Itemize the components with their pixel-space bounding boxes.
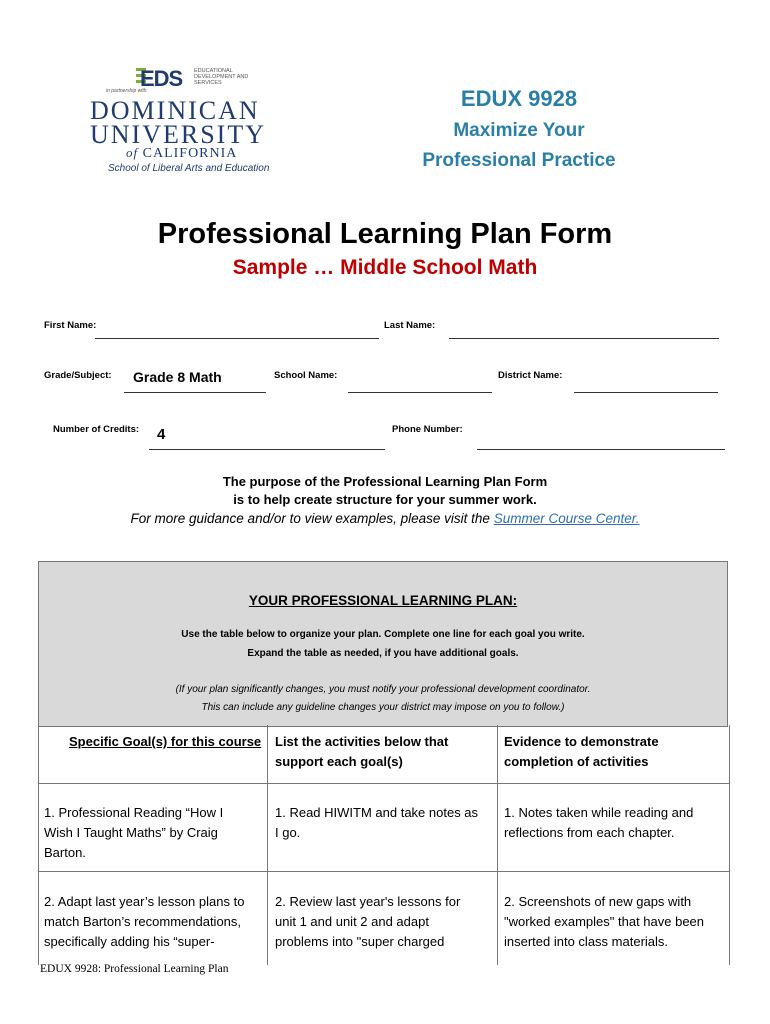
guidance-prefix: For more guidance and/or to view examples, please visit the (130, 511, 494, 526)
table-row-2-goal[interactable] (44, 892, 266, 952)
last-name-label: Last Name: (384, 320, 436, 331)
table-row-divider-1 (39, 783, 729, 784)
phone-label: Phone Number: (392, 424, 463, 435)
plan-heading: YOUR PROFESSIONAL LEARNING PLAN: (248, 593, 518, 608)
logo-of: of (126, 145, 139, 160)
cell-text: inserted into class materials. (504, 934, 669, 949)
course-code: EDUX 9928 (460, 86, 578, 111)
district-name-field[interactable] (574, 392, 718, 393)
credits-field[interactable] (149, 449, 385, 450)
cell-text: "worked examples" that have been (504, 914, 705, 929)
cell-text: 2. Adapt last year’s lesson plans to (44, 894, 245, 909)
grade-subject-field[interactable] (124, 392, 266, 393)
form-subtitle: Sample … Middle School Math (232, 256, 538, 279)
cell-text: 2. Screenshots of new gaps with (504, 894, 692, 909)
table-col-divider-1 (267, 725, 268, 965)
logo-california: CALIFORNIA (142, 146, 238, 161)
table-row-2-evidence[interactable] (504, 892, 726, 952)
cell-text: unit 1 and unit 2 and adapt (275, 914, 429, 929)
table-row-divider-2 (39, 871, 729, 872)
page-footer: EDUX 9928: Professional Learning Plan (40, 963, 229, 975)
eds-logo-subtext: EDUCATIONAL DEVELOPMENT AND SERVICES (194, 68, 249, 86)
summer-course-center-link[interactable]: Summer Course Center. (493, 511, 640, 526)
eds-logo-text: EDS (140, 66, 183, 91)
table-header-evidence (504, 732, 659, 772)
credits-label: Number of Credits: (53, 424, 140, 435)
table-header-activities-line1: List the activities below that (275, 734, 449, 749)
cell-text: match Barton’s recommendations, (44, 914, 242, 929)
table-header-activities-line2: support each goal(s) (275, 754, 403, 769)
plan-note-2: This can include any guideline changes your district may impose on you to follow.) (201, 702, 565, 713)
cell-text: 1. Notes taken while reading and (504, 805, 694, 820)
school-name-field[interactable] (348, 392, 492, 393)
logo-line-university: UNIVERSITY (90, 120, 266, 149)
table-row-1-goal[interactable] (44, 803, 264, 863)
course-name-line1: Maximize Your (453, 120, 585, 141)
last-name-field[interactable] (449, 338, 719, 339)
credits-value[interactable]: 4 (157, 426, 166, 443)
guidance-text (0, 511, 770, 526)
logo-line-california (126, 145, 237, 162)
table-row-2-activity[interactable] (275, 892, 495, 952)
course-name-line2: Professional Practice (422, 150, 616, 171)
cell-text: 1. Read HIWITM and take notes as (275, 805, 479, 820)
purpose-line2: is to help create structure for your summer work. (233, 492, 537, 507)
cell-text: specifically adding his “super- (44, 934, 215, 949)
table-header-evidence-line2: completion of activities (504, 754, 649, 769)
plan-note-1: (If your plan significantly changes, you must notify your professional development coordinator. (175, 684, 591, 695)
first-name-label: First Name: (44, 320, 97, 331)
purpose-line1: The purpose of the Professional Learning Plan Form (222, 474, 548, 489)
table-col-divider-2 (497, 725, 498, 965)
cell-text: 1. Professional Reading “How I (44, 805, 224, 820)
cell-text: problems into "super charged (275, 934, 445, 949)
table-header-activities (275, 732, 448, 772)
school-name-label: School Name: (274, 370, 338, 381)
cell-text: 2. Review last year's lessons for (275, 894, 461, 909)
plan-instruction-1: Use the table below to organize your plan. Complete one line for each goal you write. (181, 629, 585, 640)
grade-subject-label: Grade/Subject: (44, 370, 112, 381)
logo-partner-text: in partnership with (106, 88, 147, 94)
district-name-label: District Name: (498, 370, 563, 381)
form-title: Professional Learning Plan Form (157, 218, 613, 250)
table-row-1-activity[interactable] (275, 803, 495, 843)
first-name-field[interactable] (95, 338, 379, 339)
cell-text: reflections from each chapter. (504, 825, 675, 840)
plan-table (38, 725, 730, 965)
cell-text: Barton. (44, 845, 86, 860)
cell-text: I go. (275, 825, 301, 840)
grade-subject-value[interactable]: Grade 8 Math (133, 369, 222, 385)
table-header-goals: Specific Goal(s) for this course (69, 734, 262, 749)
table-row-1-evidence[interactable] (504, 803, 726, 843)
logo-line-dominican: DOMINICAN (90, 96, 260, 125)
phone-field[interactable] (477, 449, 725, 450)
university-logo (78, 62, 290, 180)
plan-instruction-2: Expand the table as needed, if you have additional goals. (247, 648, 519, 659)
logo-school-name: School of Liberal Arts and Education (108, 163, 270, 174)
table-header-evidence-line1: Evidence to demonstrate (504, 734, 659, 749)
cell-text: Wish I Taught Maths” by Craig (44, 825, 218, 840)
